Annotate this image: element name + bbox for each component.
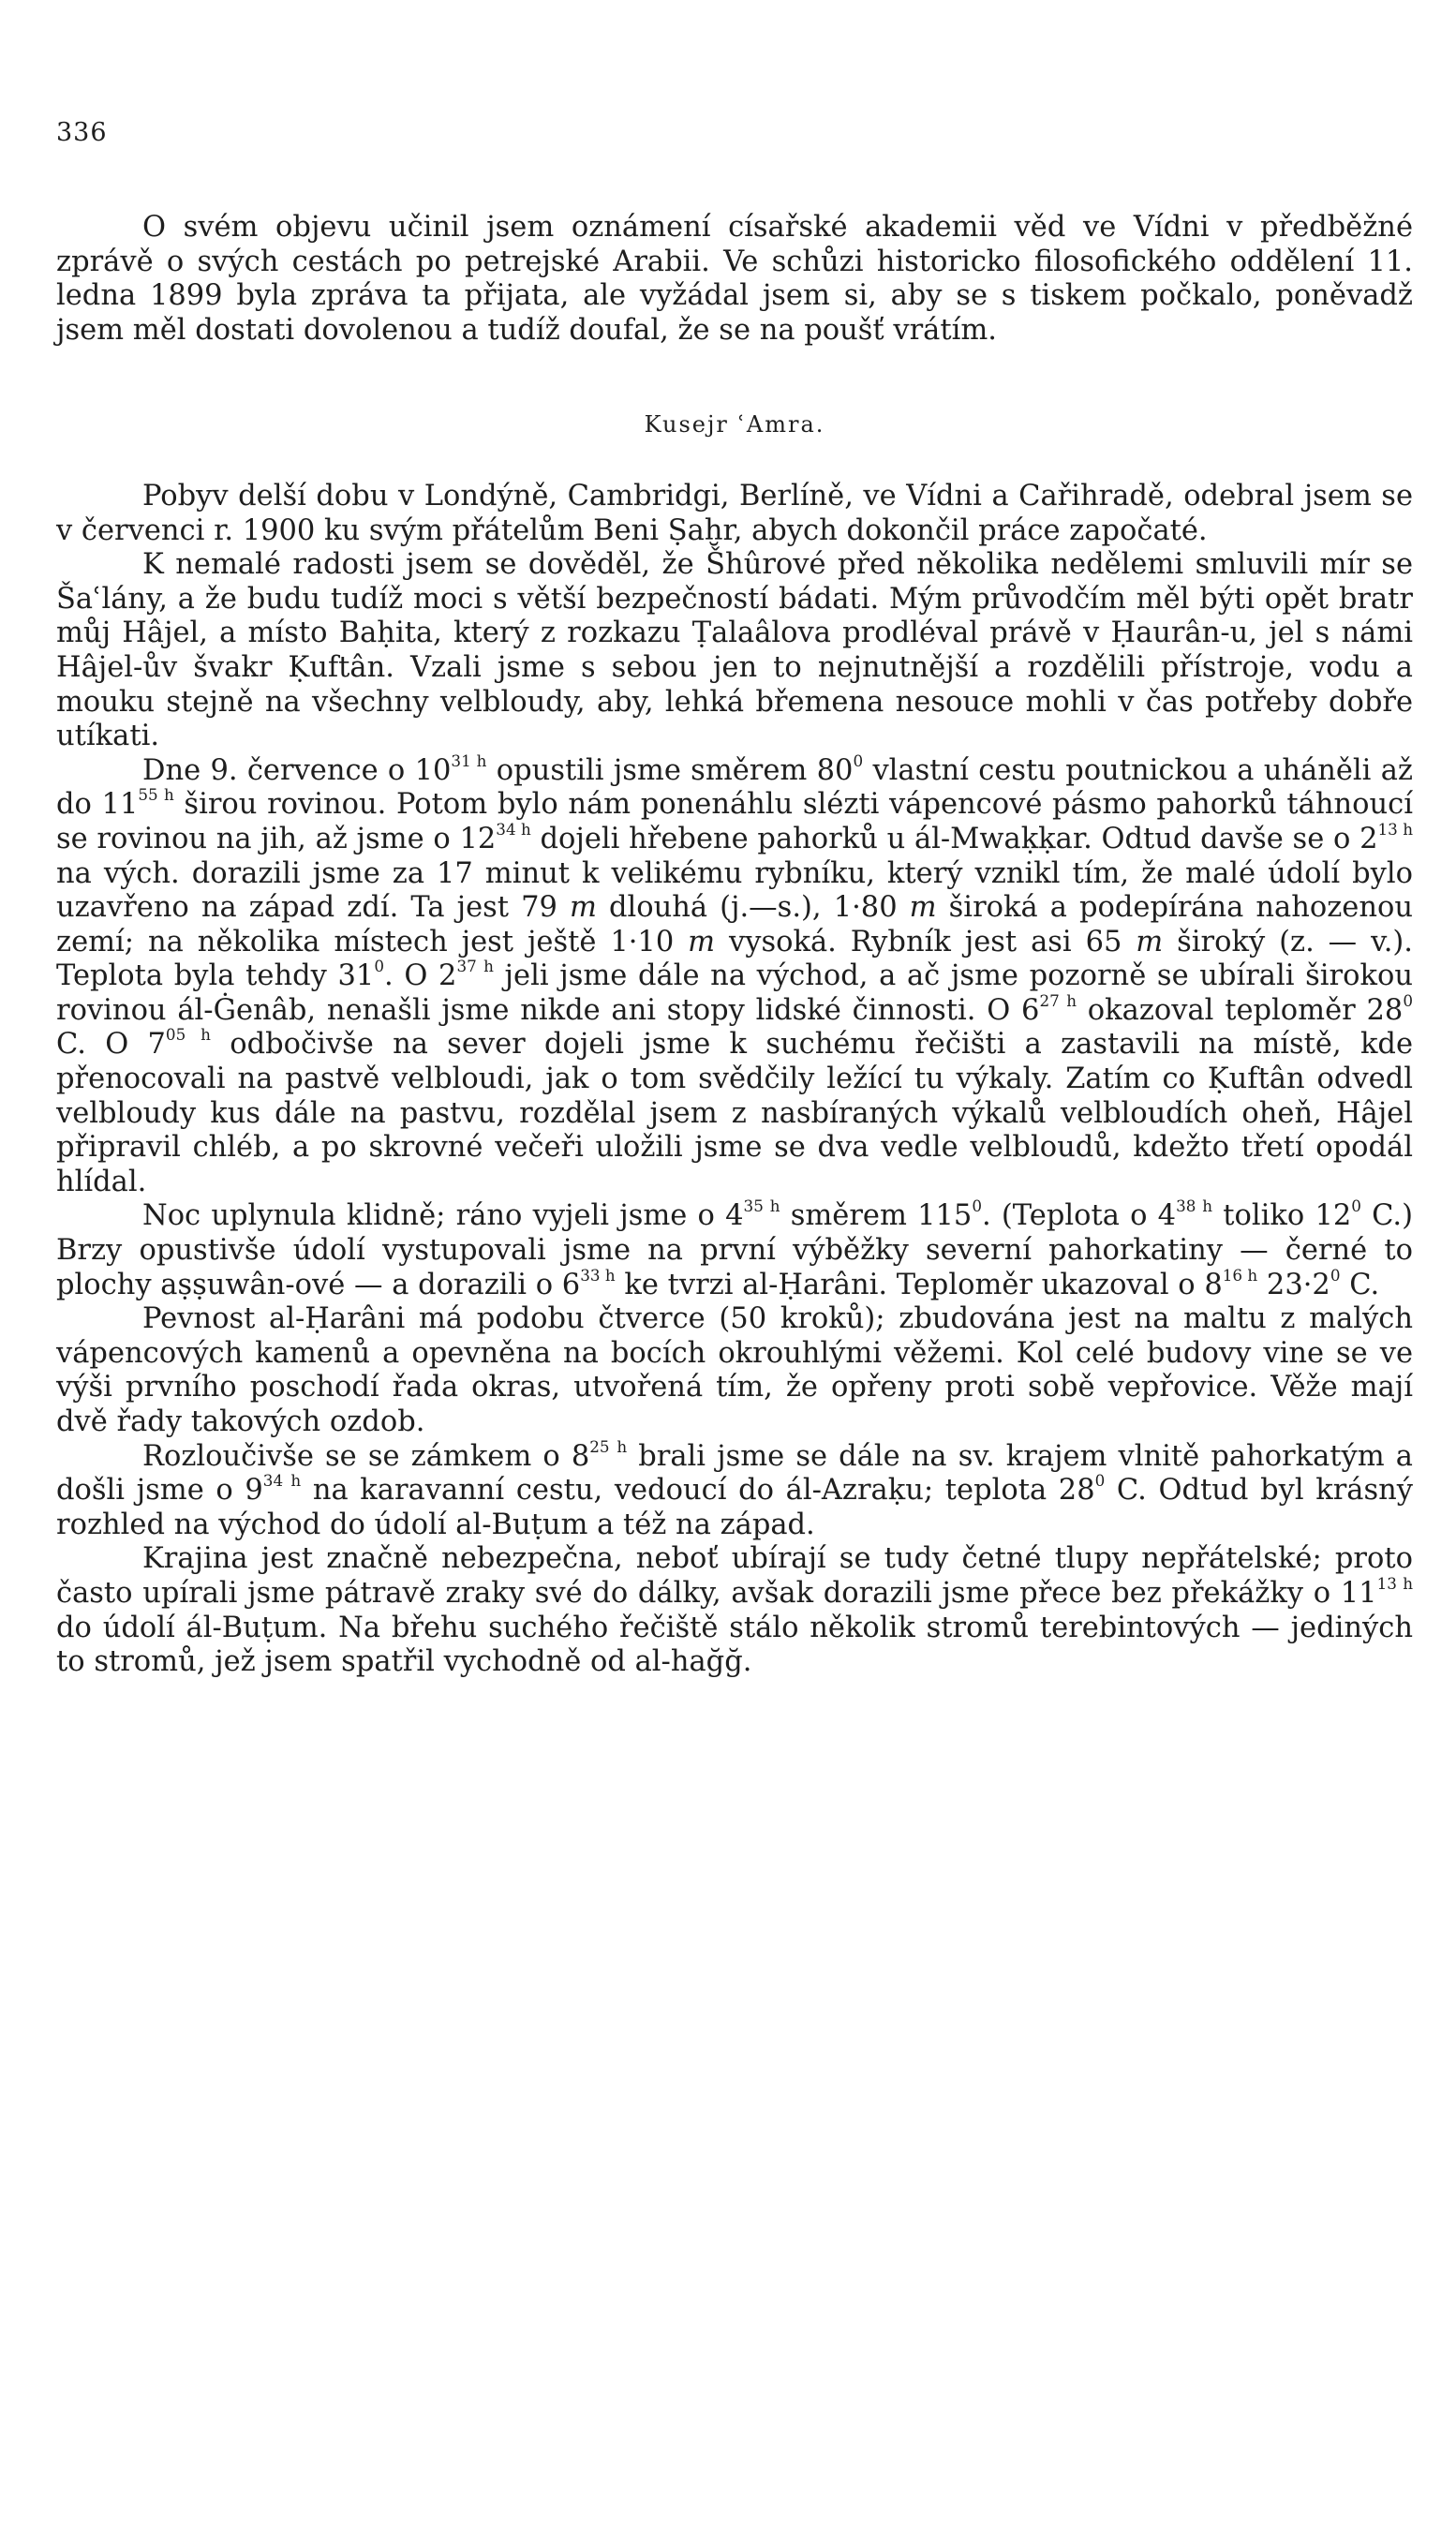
- superscript: 0: [853, 750, 864, 770]
- paragraph-8: Krajina jest značně nebezpečna, neboť ubírají se tudy četné tlupy nepřátelské; proto často upírali jsme pátravě zraky své do dálky, avšak dorazili jsme přece bez překážky o $11^{13 h}$ do údolí ál-Buṭum. Na břehu suchého řečiště stálo několik stromů terebintových — jediných to stromů, jež jsem spatřil vychodně od al-hağğ.: [56, 1542, 1413, 1679]
- superscript: 34 h: [262, 1470, 302, 1490]
- unit-italic: m: [569, 891, 597, 925]
- superscript: 0: [972, 1196, 982, 1216]
- paragraph-3: K nemalé radosti jsem se dověděl, že Šhûrové před několika nedělemi smluvili mír se Šaʿlány, a že budu tudíž moci s větší bezpečností bádati. Mým průvodčím měl býti opět bratr můj Hâjel, a místo Baḥita, který z rozkazu Ṭalaâlova prodléval právě v Ḥaurân-u, jel s námi Hâjel-ův švakr Ḳuftân. Vzali jsme s sebou jen to nejnutnější a rozdělili přístroje, vodu a mouku stejně na všechny velbloudy, aby, lehká břemena nesouce mohli v čas potřeby dobře utíkati.: [56, 548, 1413, 753]
- page-number: 336: [56, 118, 108, 147]
- superscript: 34 h: [496, 819, 531, 839]
- superscript: 25 h: [589, 1436, 628, 1456]
- paragraph-2: Pobyv delší dobu v Londýně, Cambridgi, Berlíně, ve Vídni a Cařihradě, odebral jsem se v červenci r. 1900 ku svým přátelům Beni Ṣaḫr, abych dokončil práce započaté.: [56, 479, 1413, 547]
- superscript: 33 h: [580, 1265, 616, 1285]
- superscript: 38 h: [1176, 1196, 1213, 1216]
- superscript: 13 h: [1376, 1573, 1413, 1593]
- paragraph-1: O svém objevu učinil jsem oznámení císařské akademii věd ve Vídni v předběžné zprávě o svých cestách po petrejské Arabii. Ve schůzi historicko filosofického oddělení 11. ledna 1899 byla zpráva ta přijata, ale vyžádal jsem si, aby se s tiskem počkalo, poněvadž jsem měl dostati dovolenou a tudíž doufal, že se na poušť vrátím.: [56, 211, 1413, 347]
- superscript: 55 h: [138, 785, 174, 805]
- superscript: 0: [374, 957, 384, 976]
- superscript: 0: [1351, 1196, 1361, 1216]
- body-text: [56, 211, 1413, 1680]
- paragraph-6: Pevnost al-Ḥarâni má podobu čtverce (50 kroků); zbudována jest na maltu z malých vápencových kamenů a opevněna na bocích okrouhlými věžemi. Kol celé budovy vine se ve výši prvního poschodí řada okras, utvořená tím, že opřeny proti sobě vepřovice. Věže mají dvě řady takových ozdob.: [56, 1302, 1413, 1438]
- paragraph-5: Noc uplynula klidně; ráno vyjeli jsme o $4^{35 h}$ směrem $115^0$. (Teplota o $4^{38 h}$ toliko $12^0$ C.) Brzy opustivše údolí vystupovali jsme na první výběžky severní pahorkatiny — černé to plochy aṣṣuwân-ové — a dorazili o $6^{33 h}$ ke tvrzi al-Ḥarâni. Teploměr ukazoval o $8^{16 h}$ $23\cdot 2^0$ C.: [56, 1196, 1414, 1301]
- unit-italic: m: [688, 925, 716, 958]
- superscript: 0: [1094, 1470, 1106, 1490]
- superscript: 0: [1330, 1265, 1341, 1285]
- superscript: 37 h: [456, 957, 494, 976]
- superscript: 05 h: [165, 1025, 211, 1045]
- section-heading: Kusejr ʿAmra.: [644, 411, 825, 438]
- superscript: 13 h: [1377, 819, 1413, 839]
- superscript: 16 h: [1222, 1265, 1258, 1285]
- superscript: 27 h: [1039, 990, 1077, 1010]
- superscript: 0: [1403, 990, 1413, 1010]
- unit-italic: m: [909, 891, 937, 925]
- unit-italic: m: [1136, 925, 1164, 958]
- paragraph-7: Rozloučivše se se zámkem o $8^{25 h}$ brali jsme se dále na sv. krajem vlnitě pahorkatým a došli jsme o $9^{34 h}$ na karavanní cestu, vedoucí do ál-Azraḳu; teplota $28^0$ C. Odtud byl krásný rozhled na východ do údolí al-Buṭum a též na západ.: [56, 1436, 1413, 1541]
- superscript: 31 h: [451, 750, 487, 770]
- superscript: 35 h: [743, 1196, 780, 1216]
- paragraph-4: Dne 9. července o $10^{31 h}$ opustili jsme směrem $80^0$ vlastní cestu poutnickou a uháněli až do $11^{55 h}$ širou rovinou. Potom bylo nám ponenáhlu slézti vápencové pásmo pahorků táhnoucí se rovinou na jih, až jsme o $12^{34 h}$ dojeli hřebene pahorků u ál-Mwaḳḳar. Odtud davše se o $2^{13 h}$ na vých. dorazili jsme za 17 minut k velikému rybníku, který vznikl tím, že malé údolí bylo uzavřeno na západ zdí. Ta jest 79 m dlouhá (j.—s.), 1·80 m široká a podepírána nahozenou zemí; na několika místech jest ještě 1·10 m vysoká. Rybník jest asi 65 m široký (z. — v.). Teplota byla tehdy $31^0$. O $2^{37 h}$ jeli jsme dále na východ, a ač jsme pozorně se ubírali širokou rovinou ál-Ġenâb, nenašli jsme nikde ani stopy lidské činnosti. O $6^{27 h}$ okazoval teploměr $28^0$ C. O $7^{05 h}$ odbočivše na sever dojeli jsme k suchému řečišti a zastavili na místě, kde přenocovali na pastvě velbloudi, jak o tom svědčily ležící tu výkaly. Zatím co Ḳuftân odvedl velbloudy kus dále na pastvu, rozdělal jsem z nasbíraných výkalů velbloudích oheň, Hâjel připravil chléb, a po skrovné večeři uložili jsme se dva vedle velbloudů, kdežto třetí opodál hlídal.: [56, 750, 1413, 1198]
